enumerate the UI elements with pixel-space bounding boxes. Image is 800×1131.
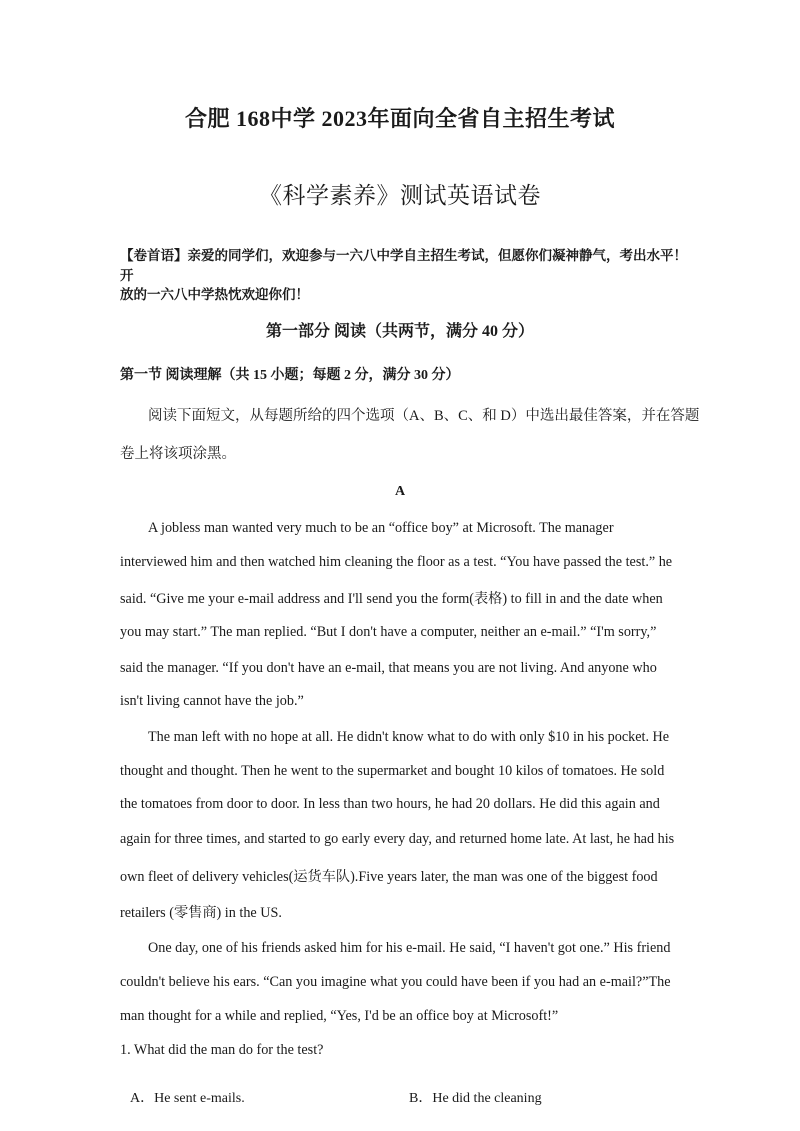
option-b: B．He did the cleaning [409,1091,542,1106]
part-heading: 第一部分 阅读（共两节，满分 40 分） [265,323,534,340]
passage-line: retailers (零售商) in the US. [120,905,282,921]
passage-line: own fleet of delivery vehicles(运货车队).Five years later, the man was one of the biggest food [120,869,658,885]
passage-line: you may start.” The man replied. “But I don't have a computer, neither an e-mail.” “I'm sorry,” [120,624,657,640]
section-heading: 第一节 阅读理解（共 15 小题；每题 2 分，满分 30 分） [120,368,460,383]
passage-line: interviewed him and then watched him cleaning the floor as a test. “You have passed the test.” he [120,554,673,570]
option-a: A．He sent e-mails. [130,1091,245,1106]
passage-line: isn't living cannot have the job.” [120,693,304,709]
passage-line: the tomatoes from door to door. In less than two hours, he had 20 dollars. He did this again and [120,796,660,812]
preface-line-2: 放的一六八中学热忱欢迎你们！ [120,287,309,303]
passage-line: man thought for a while and replied, “Yes, I'd be an office boy at Microsoft!” [120,1008,559,1024]
preface-line-1: 【卷首语】亲爱的同学们，欢迎参与一六八中学自主招生考试，但愿你们凝神静气，考出水平！ 开 [120,248,687,284]
passage-line: A jobless man wanted very much to be an “office boy” at Microsoft. The manager [148,520,614,536]
passage-line: thought and thought. Then he went to the supermarket and bought 10 kilos of tomatoes. He sold [120,763,665,779]
exam-title: 合肥 168中学 2023年面向全省自主招生考试 [184,106,615,131]
passage-line: The man left with no hope at all. He didn't know what to do with only $10 in his pocket. He [148,729,670,745]
passage-line: again for three times, and started to go early every day, and returned home late. At last, he had his [120,831,675,847]
passage-line: couldn't believe his ears. “Can you imagine what you could have been if you had an e-mail?”The [120,974,671,990]
passage-line: said. “Give me your e-mail address and I'll send you the form(表格) to fill in and the date when [120,591,663,607]
passage-label: A [394,484,406,499]
passage-line: said the manager. “If you don't have an e-mail, that means you are not living. And anyone who [120,660,657,676]
instructions-line-2: 卷上将该项涂黑。 [120,446,236,462]
instructions-line-1: 阅读下面短文，从每题所给的四个选项（A、B、C、和 D）中选出最佳答案，并在答题 [148,408,700,424]
exam-subtitle: 《科学素养》测试英语试卷 [259,183,541,208]
question-1: 1. What did the man do for the test? [120,1042,324,1058]
passage-line: One day, one of his friends asked him for his e-mail. He said, “I haven't got one.” His friend [148,940,671,956]
